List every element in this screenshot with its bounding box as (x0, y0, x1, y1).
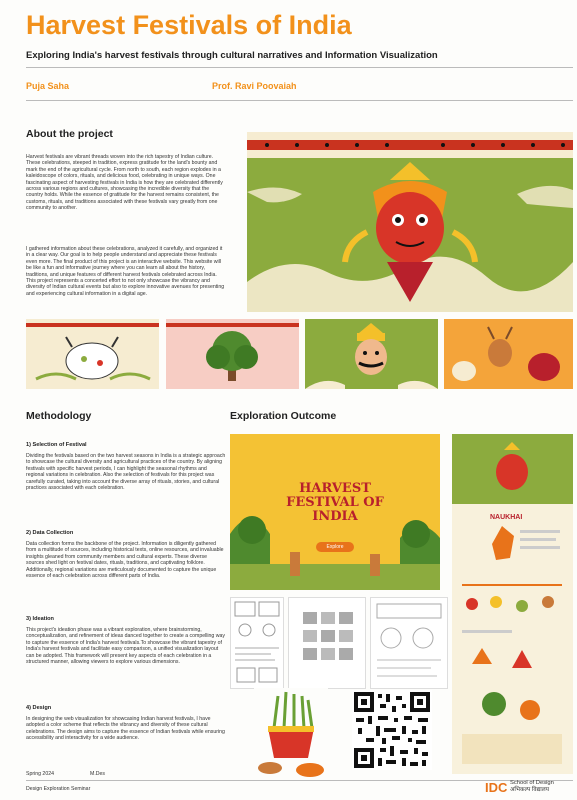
illustration-ox (26, 319, 159, 389)
poster-subtitle: Exploring India's harvest festivals through cultural narratives and Information Visualization (26, 50, 438, 61)
footer-program: M.Des (90, 771, 105, 777)
about-heading: About the project (26, 128, 113, 140)
hero-title-line-1: HARVEST (299, 481, 371, 496)
about-paragraph-1: Harvest festivals are vibrant threads woven into the rich tapestry of Indian culture. These celebrations, steeped in tradition, express gratitude for the land's bounty and mark the end of the agricultural cycle. From north to south, each region explodes in a kaleidoscope of colors, rituals, and delicious food, celebrating in unique ways. One fascinating aspect of harvesting festivals in India is how they are celebrated differently across various regions and cultures, showcasing the incredible diversity that the country holds. While the essence of gratitude for the harvest remains consistent, the customs, rituals, and traditions associated with these festivals vary greatly from one community to another. (26, 154, 223, 212)
website-scroll-mockup (452, 434, 573, 774)
grey-wireframe (288, 597, 366, 689)
idc-logo: IDC (485, 780, 508, 795)
explore-button[interactable]: Explore (316, 542, 354, 552)
idc-school-hindi: अभिकल्प विद्यालय (510, 787, 550, 793)
website-hero-mockup (230, 434, 440, 590)
header-divider (26, 67, 573, 68)
idc-school-english: School of Design (510, 780, 554, 786)
sketch-wireframe (230, 597, 284, 689)
festival-illustration-pot (254, 688, 328, 780)
hero-illustration (247, 132, 573, 312)
method-step-2-body: Data collection forms the backbone of the project. Information is diligently gathered from a multitude of sources, including historical texts, online resources, and invaluable insights gleaned from community members and cultural experts. These diverse sources shed light on festival dates, rituals, traditions, and captivating folklore. Additionally, regional variations are meticulously documented to capture the unique essence of each celebration across different parts of India. (26, 541, 224, 580)
layout-wireframe (370, 597, 448, 689)
mockup-festival-name: NAUKHAI (490, 514, 523, 521)
method-step-2-title: 2) Data Collection (26, 530, 74, 536)
illustration-deer-pots (444, 319, 573, 389)
method-step-1-title: 1) Selection of Festival (26, 442, 87, 448)
method-step-3-title: 3) Ideation (26, 616, 54, 622)
guide-name: Prof. Ravi Poovaiah (212, 81, 297, 91)
hero-title-line-3: INDIA (312, 509, 358, 524)
outcome-heading: Exploration Outcome (230, 410, 337, 422)
hero-title-line-2: FESTIVAL OF (286, 495, 384, 510)
student-name: Puja Saha (26, 81, 70, 91)
method-step-3-body: This project's ideation phase was a vibrant exploration, where brainstorming, conceptualization, and refinement of ideas danced together to create a compelling way to capture the essence of India's harvest festivals.To showcase the vibrant tapestry of India's harvest festivals and facilitate easy comparison, a unified visualization layout can be adopted. This framework will present key aspects of each celebration in a structured manner, allowing viewers to explore various dimensions. (26, 627, 225, 666)
author-divider (26, 100, 573, 101)
illustration-tree (166, 319, 299, 389)
poster-title: Harvest Festivals of India (26, 10, 352, 40)
idc-school-name (510, 780, 554, 794)
footer-course: Design Exploration Seminar (26, 786, 91, 792)
method-step-4-body: In designing the web visualization for showcasing Indian harvest festivals, I have adopted a color scheme that reflects the vibrancy and diversity of these cultural celebrations. The design aims to capture the essence of Indian festivals while ensuring accessibility and interactivity for a wide audience. (26, 716, 225, 742)
about-paragraph-2: I gathered information about these celebrations, analyzed it carefully, and organized it in a clear way. Our goal is to help people understand and appreciate these festivals even more. The final product of this project is an interactive website. This website will be like a fun and informative journey where you can learn all about the history, traditions, and unique features of different harvest festivals celebrated across India. This project represents a concerted effort to not only showcase the vibrancy and diversity of Indian cultural events but also to explore innovative avenues for presenting and experiencing cultural information in a digital age. (26, 246, 225, 297)
method-step-1-body: Dividing the festivals based on the two harvest seasons in India is a strategic approach to showcase the cultural diversity and agricultural practices of the country. By aligning festivals with specific harvest periods, I can highlight the seasonal rhythms and regional variations in celebration. Also the selection of festivals for this project was carefully curated, taking into account the diverse array of rituals, stories, and cultural practices associated with each celebration. (26, 453, 226, 492)
method-step-4-title: 4) Design (26, 705, 52, 711)
methodology-heading: Methodology (26, 410, 92, 422)
footer-term: Spring 2024 (26, 771, 54, 777)
illustration-king (305, 319, 438, 389)
qr-code[interactable] (352, 690, 432, 770)
